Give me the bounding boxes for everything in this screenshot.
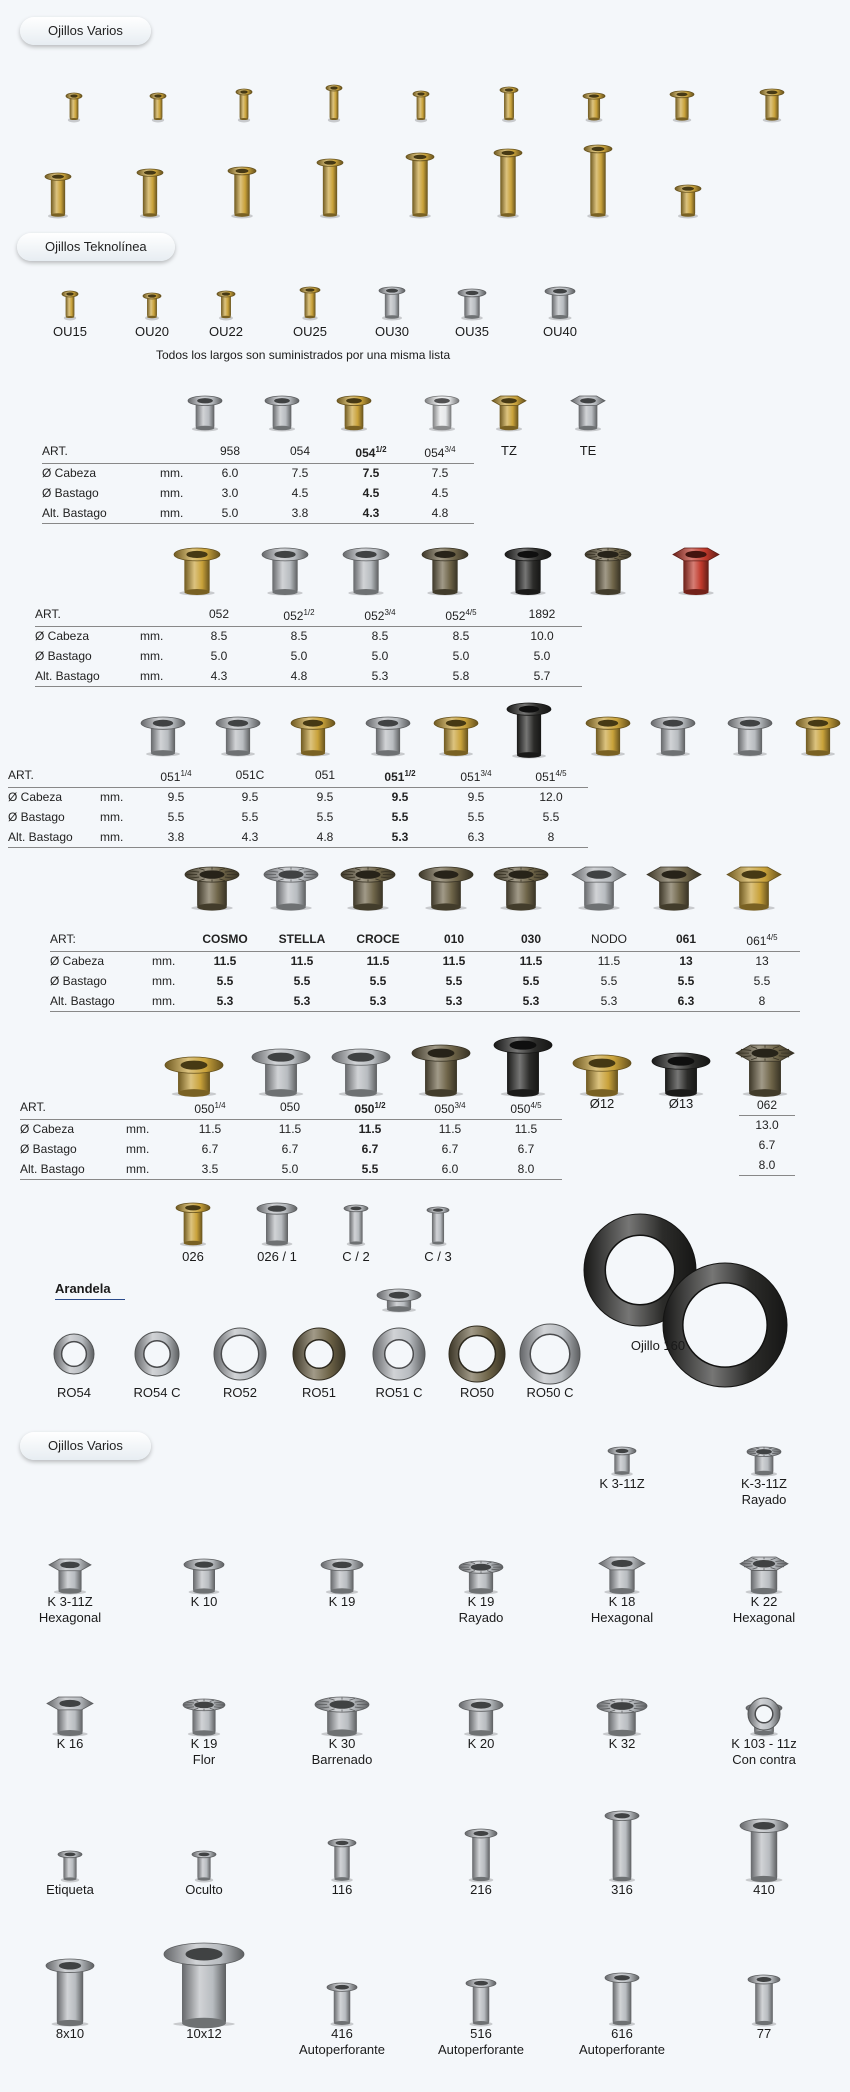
eyelet-small-4 bbox=[424, 1204, 452, 1246]
catalog-label-11: K 30 Barrenado bbox=[311, 1736, 373, 1767]
catalog-label-1: K 3-11Z bbox=[599, 1476, 645, 1491]
spec-table-062: 062 13.0 6.7 8.0 bbox=[739, 1096, 795, 1176]
label-c2: C / 2 bbox=[342, 1249, 370, 1264]
catalog-eyelet-1 bbox=[605, 1444, 639, 1476]
eyelet-t2-5 bbox=[502, 545, 554, 595]
eyelet-small-1 bbox=[173, 1200, 213, 1246]
eyelet-t5-4 bbox=[409, 1042, 473, 1096]
eyelet-t2-1 bbox=[171, 545, 223, 595]
eyelet-t2-2 bbox=[259, 545, 311, 595]
label-ou40: OU40 bbox=[543, 324, 577, 339]
washer-1 bbox=[51, 1331, 97, 1377]
eyelet-t4-6 bbox=[569, 864, 629, 910]
catalog-label-16: Oculto bbox=[185, 1882, 223, 1897]
label-ro50: RO50 bbox=[460, 1385, 494, 1400]
label-ou30: OU30 bbox=[375, 324, 409, 339]
catalog-label-7: K 18 Hexagonal bbox=[590, 1594, 654, 1625]
catalog-label-2: K-3-11Z Rayado bbox=[741, 1476, 787, 1507]
eyelet-varios-long-5 bbox=[403, 150, 437, 218]
catalog-label-14: K 103 - 11z Con contra bbox=[731, 1736, 797, 1767]
eyelet-t3-7 bbox=[583, 714, 633, 756]
eyelet-varios-8 bbox=[667, 88, 697, 122]
eyelet-t3-6 bbox=[504, 700, 554, 758]
teknolinea-note: Todos los largos son suministrados por una misma lista bbox=[156, 348, 451, 362]
section-title-ojillos-varios: Ojillos Varios bbox=[20, 17, 151, 45]
eyelet-t3-3 bbox=[288, 714, 338, 756]
label-ou15: OU15 bbox=[53, 324, 87, 339]
catalog-eyelet-18 bbox=[462, 1826, 500, 1882]
eyelet-t4-2 bbox=[261, 864, 321, 910]
eyelet-ou-7 bbox=[542, 284, 578, 320]
label-ro50c: RO50 C bbox=[526, 1385, 574, 1400]
eyelet-t2-4 bbox=[419, 545, 471, 595]
label-c3: C / 3 bbox=[424, 1249, 452, 1264]
eyelet-t4-3 bbox=[338, 864, 398, 910]
spec-table-1: ART. 958 054 $054^{1/2}$ $054^{3/4}$ Ø Cabeza mm. 6.0 7.5 7.5 7.5 Ø Bastago mm. 3.0 4.5 4.5 4.5 Alt. Bastago mm. 5.0 3.8 4.3 4.8 bbox=[42, 440, 474, 524]
label-ro51c: RO51 C bbox=[375, 1385, 423, 1400]
eyelet-ou-3 bbox=[214, 288, 238, 320]
eyelet-t1-2 bbox=[262, 393, 302, 431]
eyelet-t3-4 bbox=[363, 714, 413, 756]
eyelet-t4-5 bbox=[491, 864, 551, 910]
ojillo-160-ring-front bbox=[660, 1260, 790, 1390]
washer-6 bbox=[446, 1323, 508, 1385]
eyelet-ou-2 bbox=[140, 290, 164, 320]
catalog-label-9: K 16 bbox=[56, 1736, 84, 1751]
catalog-eyelet-12 bbox=[456, 1696, 506, 1736]
washer-4 bbox=[290, 1325, 348, 1383]
eyelet-varios-long-4 bbox=[314, 156, 346, 218]
catalog-label-18: 216 bbox=[470, 1882, 492, 1897]
section-title-ojillos-varios-2: Ojillos Varios bbox=[20, 1432, 151, 1460]
washer-7 bbox=[517, 1321, 583, 1387]
eyelet-t3-9 bbox=[725, 714, 775, 756]
washer-5 bbox=[370, 1325, 428, 1383]
eyelet-ou-6 bbox=[455, 286, 489, 320]
catalog-eyelet-7 bbox=[596, 1554, 648, 1594]
catalog-eyelet-24 bbox=[463, 1976, 499, 2026]
spec-table-3: ART. $051^{1/4}$ 051C 051 $051^{1/2}$ $051^{3/4}$ $051^{4/5}$ Ø Cabeza mm. 9.5 9.5 9.5 9.5 9.5 12.0 Ø Bastago mm. 5.5 5.5 5.5 5.5 5.5 5.5 Alt. Bastago mm. 3.8 4.3 4.8 5.3 6.3 8 bbox=[8, 764, 588, 848]
catalog-label-17: 116 bbox=[331, 1882, 353, 1897]
catalog-label-24: 516 Autoperforante bbox=[437, 2026, 525, 2057]
eyelet-t3-5 bbox=[431, 714, 481, 756]
eyelet-t1-1 bbox=[185, 393, 225, 431]
eyelet-small-3 bbox=[341, 1202, 371, 1246]
label-ou22: OU22 bbox=[209, 324, 243, 339]
eyelet-t3-2 bbox=[213, 714, 263, 756]
catalog-eyelet-22 bbox=[161, 1940, 247, 2026]
catalog-eyelet-6 bbox=[456, 1558, 506, 1594]
catalog-label-22: 10x12 bbox=[186, 2026, 222, 2041]
eyelet-t5-8 bbox=[733, 1042, 797, 1096]
catalog-eyelet-13 bbox=[594, 1696, 650, 1736]
eyelet-t5-3 bbox=[329, 1046, 393, 1096]
catalog-label-12: K 20 bbox=[467, 1736, 495, 1751]
catalog-label-8: K 22 Hexagonal bbox=[732, 1594, 796, 1625]
eyelet-t3-8 bbox=[648, 714, 698, 756]
catalog-label-5: K 19 bbox=[328, 1594, 356, 1609]
eyelet-varios-3 bbox=[233, 86, 255, 122]
eyelet-varios-long-1 bbox=[42, 170, 74, 218]
eyelet-varios-6 bbox=[497, 84, 521, 122]
label-ou20: OU20 bbox=[135, 324, 169, 339]
label-026-1: 026 / 1 bbox=[257, 1249, 297, 1264]
catalog-eyelet-5 bbox=[318, 1556, 366, 1594]
spec-table-2: ART. 052 $052^{1/2}$ $052^{3/4}$ $052^{4/5}$ 1892 Ø Cabeza mm. 8.5 8.5 8.5 8.5 10.0 Ø Bastago mm. 5.0 5.0 5.0 5.0 5.0 Alt. Bastago mm. 4.3 4.8 5.3 5.8 5.7 bbox=[35, 603, 582, 687]
eyelet-t5-7 bbox=[649, 1050, 713, 1096]
catalog-eyelet-8 bbox=[737, 1554, 791, 1594]
eyelet-varios-long-3 bbox=[225, 164, 259, 218]
label-ro51: RO51 bbox=[302, 1385, 336, 1400]
catalog-label-26: 77 bbox=[756, 2026, 772, 2041]
catalog-label-20: 410 bbox=[753, 1882, 775, 1897]
eyelet-t5-2 bbox=[249, 1046, 313, 1096]
label-ojillo-160: Ojillo 160 bbox=[630, 1338, 686, 1353]
catalog-label-4: K 10 bbox=[190, 1594, 218, 1609]
washer-3 bbox=[211, 1325, 269, 1383]
eyelet-t4-4 bbox=[416, 864, 476, 910]
washer-ro51c-eyelet bbox=[374, 1286, 424, 1312]
label-d13: Ø13 bbox=[668, 1096, 694, 1111]
eyelet-t3-1 bbox=[138, 714, 188, 756]
label-te: TE bbox=[579, 443, 597, 458]
catalog-eyelet-16 bbox=[189, 1848, 219, 1882]
eyelet-t2-7 bbox=[670, 545, 722, 595]
label-ro52: RO52 bbox=[223, 1385, 257, 1400]
catalog-eyelet-4 bbox=[181, 1556, 227, 1594]
catalog-label-15: Etiqueta bbox=[46, 1882, 94, 1897]
catalog-eyelet-11 bbox=[312, 1694, 372, 1736]
catalog-eyelet-2 bbox=[744, 1444, 784, 1476]
catalog-eyelet-20 bbox=[737, 1816, 791, 1882]
catalog-eyelet-23 bbox=[324, 1980, 360, 2026]
eyelet-t5-6 bbox=[570, 1052, 634, 1096]
eyelet-varios-7 bbox=[580, 90, 608, 122]
eyelet-varios-1 bbox=[63, 90, 85, 122]
catalog-eyelet-3 bbox=[46, 1556, 94, 1594]
catalog-eyelet-17 bbox=[325, 1836, 359, 1882]
label-ou35: OU35 bbox=[455, 324, 489, 339]
eyelet-ou-1 bbox=[59, 288, 81, 320]
label-d12: Ø12 bbox=[589, 1096, 615, 1111]
eyelet-t2-6 bbox=[582, 545, 634, 595]
catalog-eyelet-25 bbox=[602, 1970, 642, 2026]
label-ro54: RO54 bbox=[57, 1385, 91, 1400]
eyelet-t2-3 bbox=[340, 545, 392, 595]
catalog-eyelet-15 bbox=[55, 1848, 85, 1882]
eyelet-t1-6 bbox=[568, 393, 608, 431]
eyelet-varios-long-7 bbox=[581, 142, 615, 218]
eyelet-t4-7 bbox=[644, 864, 704, 910]
eyelet-varios-4 bbox=[323, 82, 345, 122]
arandela-heading: Arandela bbox=[55, 1281, 125, 1300]
label-026: 026 bbox=[182, 1249, 204, 1264]
eyelet-t4-8 bbox=[724, 864, 784, 910]
catalog-k103-washer bbox=[745, 1695, 783, 1733]
label-ou25: OU25 bbox=[293, 324, 327, 339]
eyelet-varios-long-8 bbox=[672, 182, 704, 218]
catalog-eyelet-9 bbox=[44, 1694, 96, 1736]
eyelet-t5-5 bbox=[491, 1034, 555, 1096]
catalog-label-6: K 19 Rayado bbox=[458, 1594, 504, 1625]
spec-table-4: ART: COSMO STELLA CROCE 010 030 NODO 061 $061^{4/5}$ Ø Cabeza mm. 11.5 11.5 11.5 11.5 11.5 11.5 13 13 Ø Bastago mm. 5.5 5.5 5.5 5.5 5.5 5.5 5.5 5.5 Alt. Bastago mm. 5.3 5.3 5.3 5.3 5.3 5.3 6.3 8 bbox=[50, 928, 800, 1012]
eyelet-t1-3 bbox=[334, 393, 374, 431]
eyelet-small-2 bbox=[254, 1200, 300, 1246]
eyelet-t4-1 bbox=[182, 864, 242, 910]
eyelet-varios-long-6 bbox=[491, 146, 525, 218]
label-ro54c: RO54 C bbox=[133, 1385, 181, 1400]
catalog-label-21: 8x10 bbox=[55, 2026, 85, 2041]
eyelet-varios-long-2 bbox=[134, 166, 166, 218]
eyelet-varios-9 bbox=[757, 86, 787, 122]
catalog-eyelet-21 bbox=[43, 1956, 97, 2026]
section-title-ojillos-teknolinea: Ojillos Teknolínea bbox=[17, 233, 175, 261]
eyelet-t3-10 bbox=[793, 714, 843, 756]
eyelet-varios-5 bbox=[410, 88, 432, 122]
eyelet-ou-5 bbox=[376, 284, 408, 320]
label-tz: TZ bbox=[501, 443, 517, 458]
spec-table-5: ART. $050^{1/4}$ 050 $050^{1/2}$ $050^{3/4}$ $050^{4/5}$ Ø Cabeza mm. 11.5 11.5 11.5 11.5 11.5 Ø Bastago mm. 6.7 6.7 6.7 6.7 6.7 Alt. Bastago mm. 3.5 5.0 5.5 6.0 8.0 bbox=[20, 1096, 562, 1180]
eyelet-t1-5 bbox=[489, 393, 529, 431]
washer-2 bbox=[132, 1329, 182, 1379]
catalog-eyelet-26 bbox=[745, 1972, 783, 2026]
catalog-label-25: 616 Autoperforante bbox=[578, 2026, 666, 2057]
eyelet-t1-4 bbox=[422, 393, 462, 431]
eyelet-ou-4 bbox=[297, 284, 323, 320]
catalog-label-23: 416 Autoperforante bbox=[298, 2026, 386, 2057]
catalog-label-19: 316 bbox=[611, 1882, 633, 1897]
catalog-label-10: K 19 Flor bbox=[190, 1736, 218, 1767]
catalog-label-3: K 3-11Z Hexagonal bbox=[38, 1594, 102, 1625]
eyelet-t5-1 bbox=[162, 1054, 226, 1096]
eyelet-varios-2 bbox=[147, 90, 169, 122]
catalog-eyelet-19 bbox=[602, 1808, 642, 1882]
catalog-eyelet-10 bbox=[180, 1696, 228, 1736]
catalog-label-13: K 32 bbox=[608, 1736, 636, 1751]
